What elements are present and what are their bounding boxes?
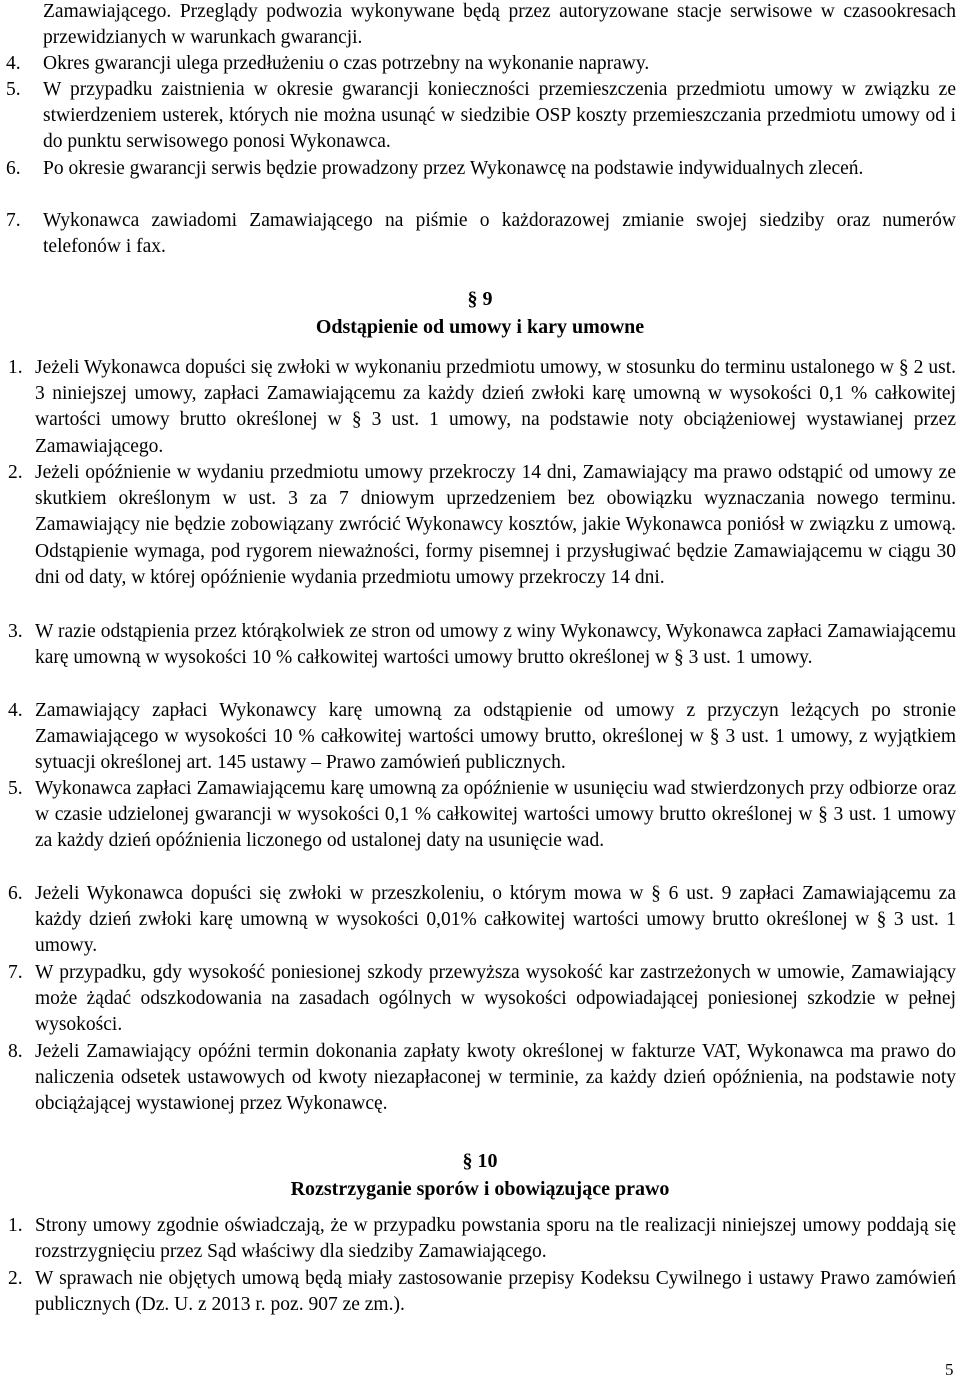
- list-item-text: Po okresie gwarancji serwis będzie prowadzony przez Wykonawcę na podstawie indywidualnych zleceń.: [43, 158, 864, 179]
- section-title: Odstąpienie od umowy i kary umowne: [315, 316, 645, 338]
- list-item: [0, 77, 960, 167]
- list-item-number: 2.: [8, 1268, 23, 1289]
- list-item-number: 4.: [6, 53, 21, 74]
- list-item-text: Jeżeli Zamawiający opóźni termin dokonania zapłaty kwoty określonej w fakturze VAT, Wykonawca ma prawo do naliczenia odsetek ustawowych od kwoty niezapłaconej w terminie, za każdy dzień opóźnienia, na podstawie noty obciążającej wystawionej przez Wykonawcę.: [35, 1041, 956, 1115]
- list-item: [0, 460, 960, 620]
- continuation-paragraph: Zamawiającego. Przeglądy podwozia wykonywane będą przez autoryzowane stacje serwisowe w czasookresach przewidzianych w warunkach gwarancji.: [43, 1, 956, 49]
- list-item-number: 8.: [8, 1041, 23, 1062]
- list-item-text: W razie odstąpienia przez którąkolwiek ze stron od umowy z winy Wykonawcy, Wykonawca zapłaci Zamawiającemu karę umowną w wysokości 10 % całkowitej wartości umowy brutto określonej w § 3 ust. 1 umowy.: [35, 621, 956, 669]
- list-item-text: Strony umowy zgodnie oświadczają, że w przypadku powstania sporu na tle realizacji niniejszej umowy poddają się rozstrzygnięciu przez Sąd właściwy dla siedziby Zamawiającego.: [35, 1215, 956, 1263]
- list-item-text: Zamawiający zapłaci Wykonawcy karę umowną za odstąpienie od umowy z przyczyn leżących po stronie Zamawiającego w wysokości 10 % całkowitej wartości umowy brutto, określonej w § 3 ust. 1 umowy, z wyjątkiem sytuacji określonej art. 145 ustawy – Prawo zamówień publicznych.: [35, 700, 956, 774]
- list-item: [0, 208, 960, 268]
- list-item-number: 2.: [8, 462, 23, 483]
- list-item-text: W sprawach nie objętych umową będą miały zastosowanie przepisy Kodeksu Cywilnego i ustawy Prawo zamówień publicznych (Dz. U. z 2013 r. poz. 907 ze zm.).: [35, 1268, 956, 1316]
- list-item-number: 5.: [8, 778, 23, 799]
- list-item-number: 1.: [8, 357, 23, 378]
- list-item: [0, 881, 960, 966]
- list-item-text: W przypadku, gdy wysokość poniesionej szkody przewyższa wysokość kar zastrzeżonych w umowie, Zamawiający może żądać odszkodowania na zasadach ogólnych w wysokości odpowiadającej poniesionej szkodzie w pełnej wysokości.: [35, 962, 956, 1036]
- list-item-number: 3.: [8, 621, 23, 642]
- list-item-text: W przypadku zaistnienia w okresie gwarancji konieczności przemieszczenia przedmiotu umowy w związku ze stwierdzeniem usterek, których nie można usunąć w siedzibie OSP koszty przemieszczania przedmiotu umowy od i do punktu serwisowego ponosi Wykonawca.: [43, 79, 956, 153]
- list-item: [0, 1039, 960, 1124]
- list-item: [0, 776, 960, 886]
- section-number: § 10: [462, 1150, 498, 1172]
- list-item-text: Jeżeli Wykonawca dopuści się zwłoki w wykonaniu przedmiotu umowy, w stosunku do terminu ustalonego w § 2 ust. 3 niniejszej umowy, zapłaci Zamawiającemu za każdy dzień zwłoki karę umowną w wysokości 0,1 % całkowitej wartości umowy brutto określonej w § 3 ust. 1 umowy, na podstawie noty obciążeniowej wystawianej przez Zamawiającego.: [35, 357, 956, 457]
- section-title: Rozstrzyganie sporów i obowiązujące prawo: [290, 1178, 670, 1200]
- list-item-number: 6.: [8, 883, 23, 904]
- list-item-text: Okres gwarancji ulega przedłużeniu o czas potrzebny na wykonanie naprawy.: [43, 53, 650, 74]
- section-number: § 9: [467, 288, 493, 310]
- list-item: [0, 355, 960, 465]
- list-item-number: 1.: [8, 1215, 23, 1236]
- list-item: [0, 960, 960, 1045]
- list-item: [0, 1213, 960, 1273]
- list-item: [0, 1266, 960, 1326]
- list-item: [0, 156, 960, 216]
- page-number: 5: [945, 1360, 954, 1379]
- list-item-number: 5.: [6, 79, 21, 100]
- list-item-text: Wykonawca zapłaci Zamawiającemu karę umowną za opóźnienie w usunięciu wad stwierdzonych przy odbiorze oraz w czasie udzielonej gwarancji w wysokości 0,1 % całkowitej wartości umowy brutto określonej w § 3 ust. 1 umowy za każdy dzień opóźnienia liczonego od ustalonej daty na usunięcie wad.: [35, 778, 956, 852]
- list-item-number: 6.: [6, 158, 21, 179]
- list-item: [0, 619, 960, 704]
- list-item: [0, 698, 960, 783]
- list-item-text: Wykonawca zawiadomi Zamawiającego na piśmie o każdorazowej zmianie swojej siedziby oraz numerów telefonów i fax.: [43, 210, 956, 258]
- list-item-number: 7.: [8, 962, 23, 983]
- list-item-number: 4.: [8, 700, 23, 721]
- list-item-text: Jeżeli Wykonawca dopuści się zwłoki w przeszkoleniu, o którym mowa w § 6 ust. 9 zapłaci Zamawiającemu za każdy dzień zwłoki karę umowną w wysokości 0,01% całkowitej wartości umowy brutto określonej w § 3 ust. 1 umowy.: [35, 883, 956, 957]
- list-item-number: 7.: [6, 210, 21, 231]
- list-item-text: Jeżeli opóźnienie w wydaniu przedmiotu umowy przekroczy 14 dni, Zamawiający ma prawo odstąpić od umowy ze skutkiem określonym w ust. 3 za 7 dniowym uprzedzeniem bez obowiązku wyznaczania nowego terminu. Zamawiający nie będzie zobowiązany zwrócić Wykonawcy kosztów, jakie Wykonawca poniósł w związku z umową. Odstąpienie wymaga, pod rygorem nieważności, formy pisemnej i przysługiwać będzie Zamawiającemu w ciągu 30 dni od daty, w której opóźnienie wydania przedmiotu umowy przekroczy 14 dni.: [35, 462, 956, 588]
